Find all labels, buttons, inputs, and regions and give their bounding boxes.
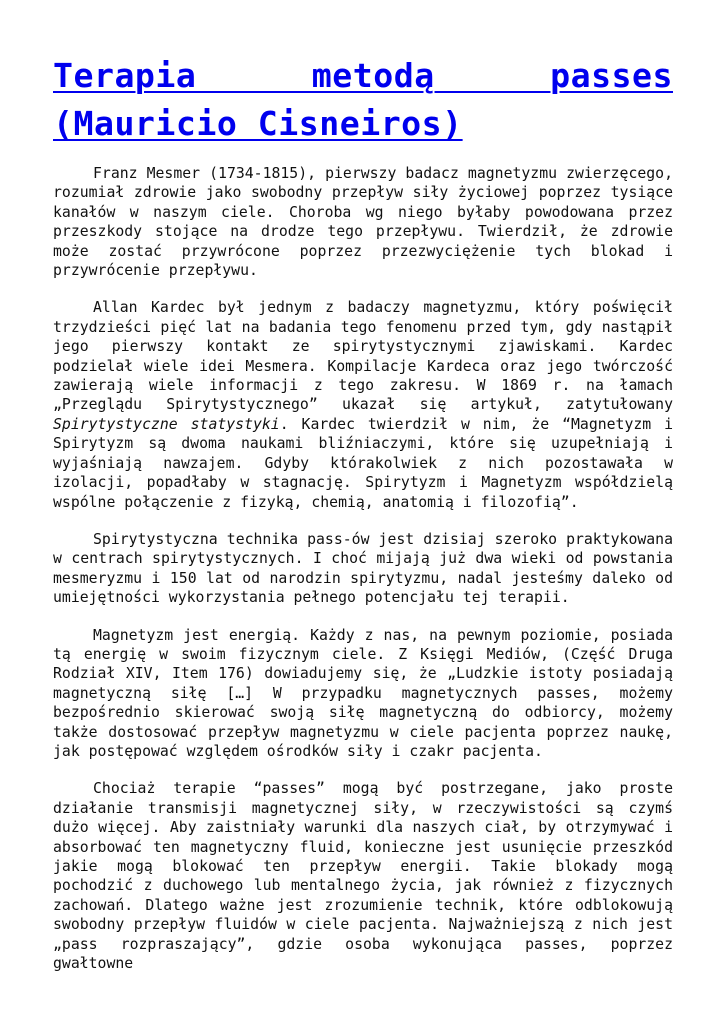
paragraph-2 <box>53 298 673 511</box>
paragraph-2-text-a: Allan Kardec był jednym z badaczy magnetyzmu, który poświęcił trzydzieści pięć lat na badania tego fenomenu przed tym, gdy nastąpił jego pierwszy kontakt ze spirytystycznymi zjawiskami. Kardec podzielał wiele idei Mesmera. Kompilacje Kardeca oraz jego twórczość zawierają wiele informacji z tego zakresu. W 1869 r. na łamach „Przeglądu Spirytystycznego” ukazał się artykuł, zatytułowany <box>53 299 673 414</box>
paragraph-1: Franz Mesmer (1734-1815), pierwszy badacz magnetyzmu zwierzęcego, rozumiał zdrowie jako swobodny przepływ siły życiowej poprzez tysiące kanałów w naszym ciele. Choroba wg niego byłaby powodowana przez przeszkody stojące na drodze tego przepływu. Twierdził, że zdrowie może zostać przywrócone poprzez przezwyciężenie tych blokad i przywrócenie przepływu. <box>53 165 673 280</box>
paragraph-3: Spirytystyczna technika pass-ów jest dzisiaj szeroko praktykowana w centrach spirytystycznych. I choć mijają już dwa wieki od powstania mesmeryzmu i 150 lat od narodzin spirytyzmu, nadal jesteśmy daleko od umiejętności wykorzystania pełnego potencjału tej terapii. <box>53 530 673 607</box>
document-page <box>53 52 673 991</box>
article-body <box>53 164 673 973</box>
paragraph-2-emphasis: Spirytystyczne statystyki <box>53 415 280 433</box>
paragraph-5: Chociaż terapie “passes” mogą być postrzegane, jako proste działanie transmisji magnetycznej siły, w rzeczywistości są czymś dużo więcej. Aby zaistniały warunki dla naszych ciał, by otrzymywać i absorbować ten magnetyczny fluid, konieczne jest usunięcie przeszkód jakie mogą blokować ten przepływ energii. Takie blokady mogą pochodzić z duchowego lub mentalnego życia, jak również z fizycznych zachowań. Dlatego ważne jest zrozumienie technik, które odblokowują swobodny przepływ fluidów w ciele pacjenta. Najważniejszą z nich jest „pass rozpraszający”, gdzie osoba wykonująca passes, poprzez gwałtowne <box>53 780 673 973</box>
page-title <box>53 52 673 148</box>
title-link[interactable]: Terapia metodą passes (Mauricio Cisneiros) <box>53 56 673 143</box>
paragraph-4: Magnetyzm jest energią. Każdy z nas, na pewnym poziomie, posiada tą energię w swoim fizycznym ciele. Z Księgi Mediów, (Część Druga Rodział XIV, Item 176) dowiadujemy się, że „Ludzkie istoty posiadają magnetyczną siłę […] W przypadku magnetycznych passes, możemy bezpośrednio skierować swoją siłę magnetyczną do odbiorcy, możemy także dostosować przepływ magnetyzmu w ciele pacjenta poprzez naukę, jak postępować względem ośrodków siły i czakr pacjenta. <box>53 626 673 760</box>
paragraph-2-text-b: . Kardec twierdził w nim, że “Magnetyzm i Spirytyzm są dwoma naukami bliźniaczymi, które się uzupełniają i wyjaśniają nawzajem. Gdyby którakolwiek z nich pozostawała w izolacji, popadłaby w stagnację. Spirytyzm i Magnetyzm współdzielą wspólne połączenie z fizyką, chemią, anatomią i filozofią”. <box>53 415 673 511</box>
